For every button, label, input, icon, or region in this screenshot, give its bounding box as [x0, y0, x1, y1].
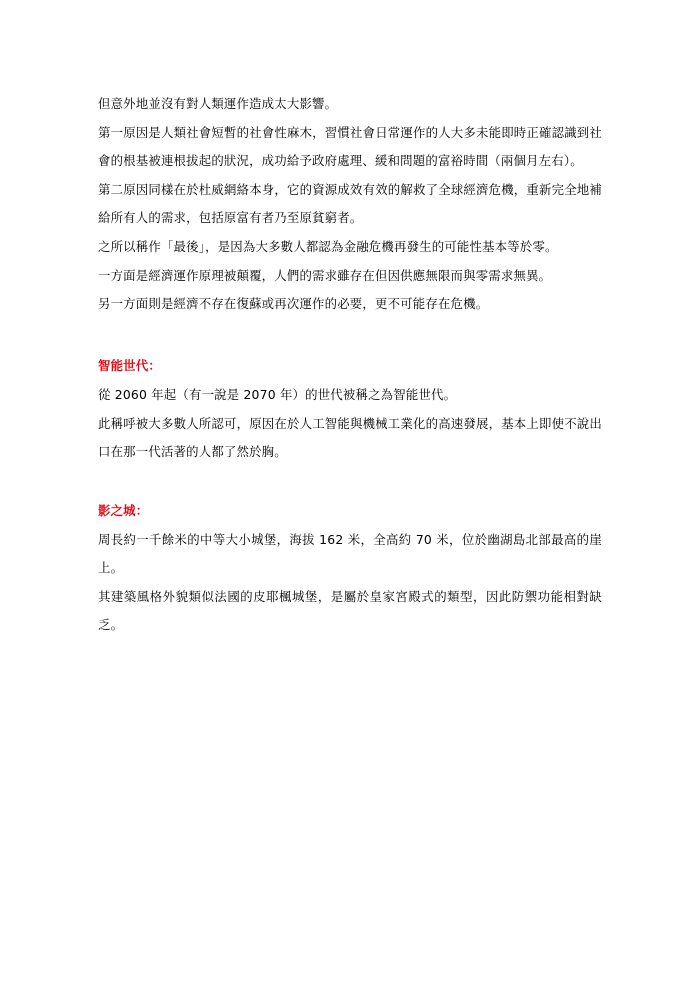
- paragraph: 第一原因是人類社會短暫的社會性麻木，習慣社會日常運作的人大多未能即時正確認識到社會的根基被連根拔起的狀況，成功給予政府處理、緩和問題的富裕時間（兩個月左右）。: [98, 124, 602, 169]
- paragraph: 其建築風格外貌類似法國的皮耶楓城堡，是屬於皇家宮殿式的類型，因此防禦功能相對缺乏。: [98, 588, 602, 632]
- paragraph: 從 2060 年起（有一說是 2070 年）的世代被稱之為智能世代。: [98, 387, 457, 403]
- paragraph: 另一方面則是經濟不存在復蘇或再次運作的必要，更不可能存在危機。: [98, 296, 489, 312]
- paragraph: 一方面是經濟運作原理被顛覆，人們的需求雖存在但因供應無限而與零需求無異。: [98, 267, 552, 283]
- paragraph: 周長約一千餘米的中等大小城堡，海拔 162 米，全高約 70 米，位於幽湖島北部最高的崖上。: [98, 531, 602, 575]
- paragraph: 之所以稱作「最後」，是因為大多數人都認為金融危機再發生的可能性基本等於零。: [98, 238, 558, 254]
- paragraph: 此稱呼被大多數人所認可，原因在於人工智能與機械工業化的高速發展，基本上即使不說出口在那一代活著的人都了然於胸。: [98, 415, 602, 460]
- paragraph: 第二原因同樣在於杜威網絡本身，它的資源成效有效的解救了全球經濟危機，重新完全地補給所有人的需求，包括原富有者乃至原貧窮者。: [98, 181, 602, 226]
- section-heading-smart-era: 智能世代：: [98, 358, 161, 374]
- section-spacer: [98, 467, 602, 497]
- paragraph: 但意外地並沒有對人類運作造成太大影響。: [98, 96, 338, 111]
- document-body: [98, 90, 602, 639]
- section-spacer: [98, 319, 602, 352]
- section-heading-shadow-city: 影之城：: [98, 502, 149, 518]
